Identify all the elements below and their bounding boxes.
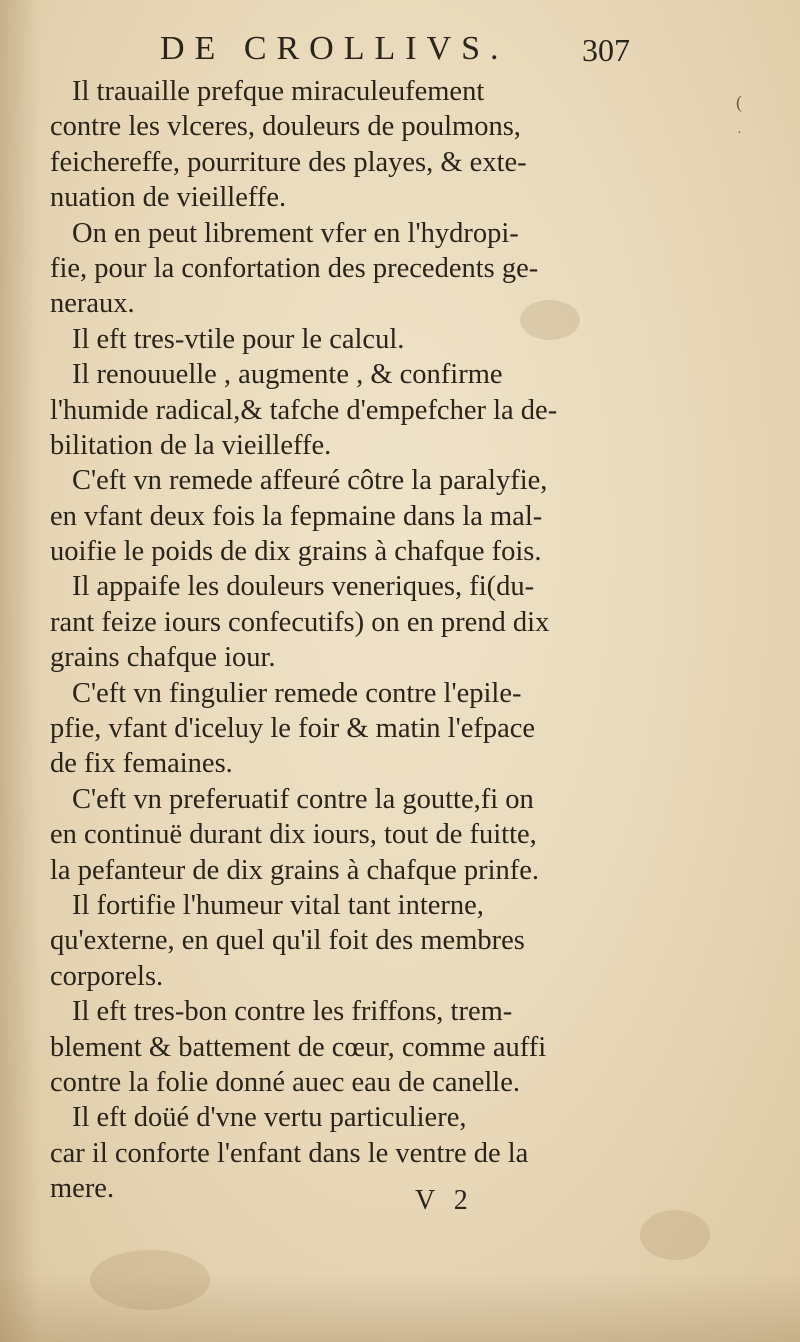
text-line: Il fortifie l'humeur vital tant interne, (72, 889, 484, 921)
margin-mark: ( (736, 92, 742, 112)
text-line: fie, pour la confortation des precedents ge- (50, 252, 539, 284)
text-line: la pefanteur de dix grains à chafque prinfe. (50, 854, 540, 886)
text-line: bilitation de la vieilleffe. (50, 429, 332, 461)
text-line: blement & battement de cœur, comme auffi (50, 1031, 547, 1063)
text-line: en vfant deux fois la fepmaine dans la mal- (50, 500, 543, 532)
text-line: rant feize iours confecutifs) on en prend dix (50, 606, 550, 638)
page-number: 307 (582, 32, 630, 68)
page-header (160, 30, 630, 72)
text-line: C'eft vn preferuatif contre la goutte,fi on (72, 783, 534, 815)
text-line: nuation de vieilleffe. (50, 182, 287, 214)
text-line: feichereffe, pourriture des playes, & exte- (50, 146, 527, 178)
text-line: grains chafque iour. (50, 642, 276, 674)
text-line: Il renouuelle , augmente , & confirme (72, 359, 503, 391)
paper-stain (640, 1210, 710, 1260)
margin-mark: · (737, 126, 742, 141)
text-line: en continuë durant dix iours, tout de fuitte, (50, 819, 537, 851)
body-text (50, 74, 630, 1207)
text-line: de fix femaines. (50, 748, 233, 780)
text-line: corporels. (50, 960, 164, 992)
text-line: uoifie le poids de dix grains à chafque fois. (50, 536, 542, 568)
running-head: DE CROLLIVS. (160, 30, 509, 67)
signature-mark: V 2 (415, 1185, 474, 1216)
text-line: C'eft vn remede affeuré côtre la paralyfie, (72, 465, 548, 497)
page-edge-shadow (0, 0, 40, 1342)
text-line: mere. (50, 1173, 115, 1205)
text-line: contre la folie donné auec eau de canelle. (50, 1066, 520, 1098)
text-line: neraux. (50, 288, 135, 320)
text-line: Il eft tres-bon contre les friffons, trem- (72, 996, 513, 1028)
text-line: qu'externe, en quel qu'il foit des membres (50, 925, 525, 957)
text-line: pfie, vfant d'iceluy le foir & matin l'efpace (50, 713, 536, 745)
paper-stain (90, 1250, 210, 1310)
text-line: car il conforte l'enfant dans le ventre de la (50, 1137, 529, 1169)
text-line: l'humide radical,& tafche d'empefcher la de- (50, 394, 558, 426)
text-line: contre les vlceres, douleurs de poulmons, (50, 111, 521, 143)
text-line: Il eft doüé d'vne vertu particuliere, (72, 1102, 467, 1134)
text-line: On en peut librement vfer en l'hydropi- (72, 217, 519, 249)
text-line: Il trauaille prefque miraculeufement (72, 76, 485, 107)
text-line: Il eft tres-vtile pour le calcul. (72, 323, 405, 355)
text-line: C'eft vn fingulier remede contre l'epile- (72, 677, 522, 709)
text-line: Il appaife les douleurs veneriques, fi(du- (72, 571, 535, 603)
